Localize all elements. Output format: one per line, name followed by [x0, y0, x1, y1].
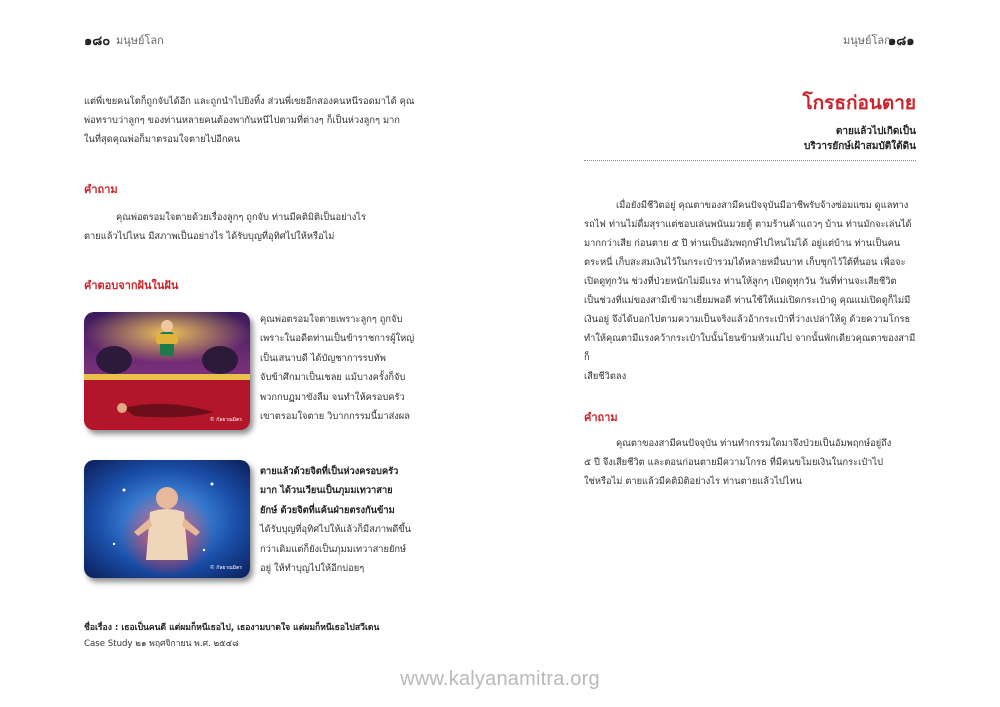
story-line: เสียชีวิตลง: [584, 371, 627, 382]
story-line: เมื่อยังมีชีวิตอยู่ คุณตาของสามีคนปัจจุบันมีอาชีพรับจ้างซ่อมแซม ดูแลทาง: [616, 200, 909, 211]
site-watermark: www.kalyanamitra.org: [400, 668, 600, 690]
spirit-image-caption: © กัลยาณมิตร: [209, 565, 242, 571]
title-divider: [584, 160, 916, 161]
answer-bold-line: ยักษ์ ด้วยจิตที่แค้นฝ่ายตรงกันข้าม: [260, 504, 395, 516]
question-text-right: [584, 434, 920, 491]
intro-line: พ่อทราบว่าลูกๆ ของท่านหลายคนต้องพากันหนีไปตามที่ต่างๆ ก็เป็นห่วงลูกๆ มาก: [84, 115, 400, 126]
answer-line: เป็นเสนาบดี ได้บัญชาการรบทัพ: [260, 352, 386, 364]
answer-bold-line: มาก ได้วนเวียนเป็นภุมมเทวาสาย: [260, 485, 393, 497]
spirit-figure-image: [84, 460, 250, 578]
story-line: เป็นช่วงที่แม่ของสามีเข้ามาเยี่ยมพอดี ท่านใช้ให้แม่เปิดกระเป๋าดู คุณแม่เปิดดูก็ไม่มี: [584, 295, 911, 306]
answer-heading: คำตอบจากฝันในฝัน: [84, 279, 179, 292]
story-line: ตระหนี่ เก็บสะสมเงินไว้ในกระเป๋ารวมได้หลายหมื่นบาท เก็บซุกไว้ใต้ที่นอน เพื่อจะ: [584, 257, 906, 268]
answer-block-2: [260, 462, 417, 578]
answer-line: กว่าเดิมแต่ก็ยังเป็นภุมมเทวาสายยักษ์: [260, 543, 407, 555]
court-image-caption: © กัลยาณมิตร: [209, 417, 242, 423]
subtitle-line: ตายแล้วไปเกิดเป็น: [835, 126, 916, 137]
answer-line: พวกกบฏมาขังลืม จนทำให้ครอบครัว: [260, 391, 405, 403]
intro-paragraph: [84, 92, 420, 149]
subtitle-line: บริวารยักษ์เฝ้าสมบัติใต้ดิน: [804, 141, 916, 152]
answer-line: เขาตรอมใจตาย วิบากกรรมนี้มาส่งผล: [260, 411, 410, 423]
right-page: [500, 0, 1000, 707]
right-page-number: ๑๘๑: [888, 34, 915, 49]
answer-block-1: [260, 310, 417, 426]
source-title: ชื่อเรื่อง : เธอเป็นคนดี แต่ผมก็หนีเธอไป, เธองามบาดใจ แต่ผมก็หนีเธอไปสวีเดน: [84, 623, 380, 633]
story-line: ทำให้คุณตามีแรงคว้ากระเป๋าใบนั้นโยนข้ามหัวแม่ไป จากนั้นพักเดียวคุณตาของสามีก็: [584, 333, 916, 363]
answer-line: อยู่ ให้ทำบุญไปให้อีกบ่อยๆ: [260, 563, 365, 575]
intro-line: ในที่สุดคุณพ่อก็มาตรอมใจตายไปอีกคน: [84, 134, 241, 145]
answer-line: เพราะในอดีตท่านเป็นข้าราชการผู้ใหญ่: [260, 333, 415, 345]
story-subtitle: [616, 124, 916, 154]
answer-line: ได้รับบุญที่อุทิศไปให้แล้วก็มีสภาพดีขึ้น: [260, 524, 411, 536]
story-line: รถไฟ ท่านไม่ดื่มสุราแต่ชอบเล่นพนันมวยตู้ ตามร้านค้าแถวๆ บ้าน ท่านมักจะเล่นได้: [584, 219, 912, 230]
question-text-left: [84, 208, 420, 246]
story-source: [84, 620, 420, 652]
story-line: เปิดดูทุกวัน ช่วงที่ป่วยหนักไม่มีแรง ท่านให้ลูกๆ เปิดดูทุกวัน วันที่ท่านจะเสียชีวิต: [584, 276, 897, 287]
question-heading-left: คำถาม: [84, 183, 118, 196]
left-page-number: ๑๘๐: [84, 34, 111, 49]
question-line: คุณตาของสามีคนปัจจุบัน ท่านทำกรรมใดมาจึงป่วยเป็นอัมพฤกษ์อยู่ถึง: [616, 438, 892, 449]
question-line: ๕ ปี จึงเสียชีวิต และตอนก่อนตายมีความโกรธ ที่มีคนขโมยเงินในกระเป๋าไป: [584, 457, 883, 468]
story-line: เงินอยู่ จึงได้บอกไปตามความเป็นจริงแล้วอ้ากระเป๋าที่ว่างเปล่าให้ดู ด้วยความโกรธ: [584, 314, 911, 325]
intro-line: แต่พี่เขยคนโตก็ถูกจับได้อีก และถูกนำไปยิงทิ้ง ส่วนพี่เขยอีกสองคนหนีรอดมาได้ คุณ: [84, 96, 415, 107]
story-line: มากกว่าเสีย ก่อนตาย ๕ ปี ท่านเป็นอัมพฤกษ์ไปไหนไม่ได้ อยู่แต่บ้าน ท่านเป็นคน: [584, 238, 901, 249]
answer-bold-line: ตายแล้วด้วยจิตที่เป็นห่วงครอบครัว: [260, 466, 399, 477]
right-header-title: มนุษย์โลก: [843, 34, 891, 47]
question-line: ใช่หรือไม่ ตายแล้วมีคติมิติอย่างไร ท่านตายแล้วไปไหน: [584, 476, 802, 487]
question-heading-right: คำถาม: [584, 411, 618, 424]
source-date: Case Study ๒๑ พฤศจิกายน พ.ศ. ๒๕๔๘: [84, 639, 239, 649]
story-title: โกรธก่อนตาย: [802, 92, 916, 114]
question-line: ตายแล้วไปไหน มีสภาพเป็นอย่างไร ได้รับบุญที่อุทิศไปให้หรือไม่: [84, 231, 335, 242]
left-header-title: มนุษย์โลก: [116, 34, 164, 47]
question-line: คุณพ่อตรอมใจตายด้วยเรื่องลูกๆ ถูกจับ ท่านมีคติมิติเป็นอย่างไร: [116, 212, 366, 223]
answer-line: จับข้าศึกมาเป็นเชลย แม้บางครั้งก็จับ: [260, 372, 406, 384]
story-paragraph: [584, 196, 920, 386]
answer-line: คุณพ่อตรอมใจตายเพราะลูกๆ ถูกจับ: [260, 314, 403, 325]
court-scene-image: [84, 312, 250, 430]
